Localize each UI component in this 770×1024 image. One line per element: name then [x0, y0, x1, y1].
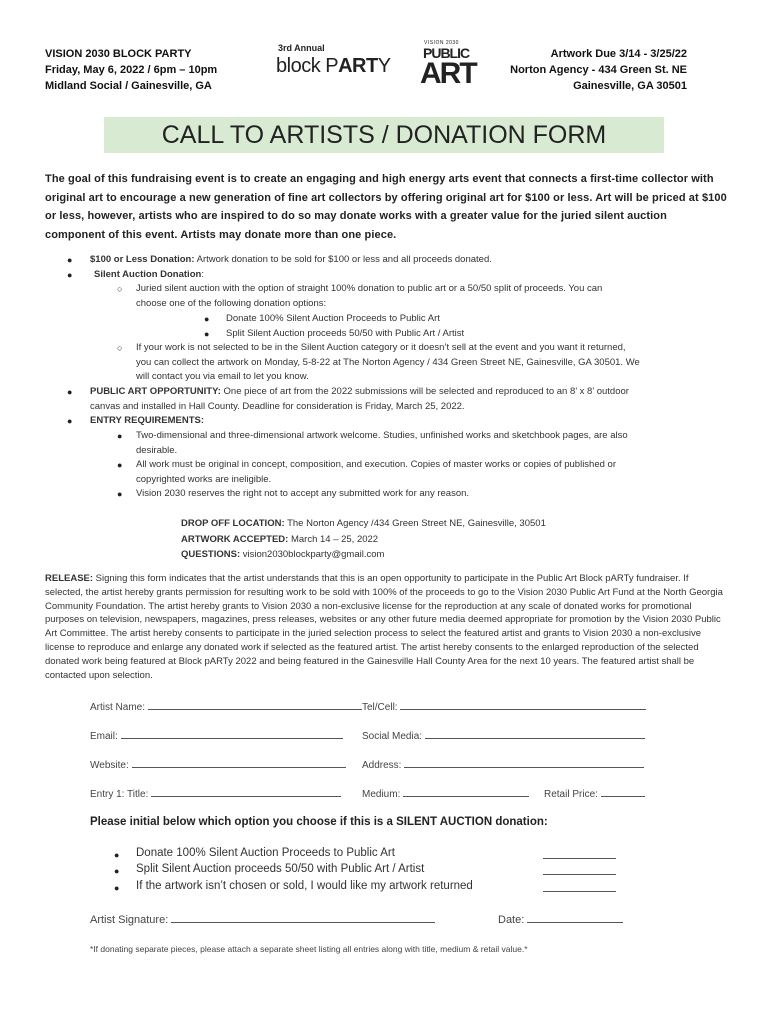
field-label: Tel/Cell: — [362, 702, 398, 713]
logo-part-a: block P — [276, 55, 339, 77]
address-field[interactable] — [362, 757, 644, 771]
bullet-dot: ● — [204, 314, 210, 324]
initial-blank-donate[interactable] — [543, 848, 616, 859]
text-line: choose one of the following donation options: — [136, 297, 327, 309]
due-location: Norton Agency - 434 Green St. NE — [510, 64, 687, 76]
bullet-dot: ● — [117, 431, 123, 441]
initial-blank-split[interactable] — [543, 864, 616, 875]
public-art-logo — [420, 40, 476, 92]
text-line: Juried silent auction with the option of straight 100% donation to public art or a 50/50 split of proceeds. You can — [136, 283, 603, 294]
event-name: VISION 2030 BLOCK PARTY — [45, 48, 192, 60]
bullet-bold: $100 or Less Donation: — [90, 254, 195, 265]
bullet-dot: ● — [204, 329, 210, 339]
option-donate-100: Donate 100% Silent Auction Proceeds to Public Art — [226, 313, 440, 324]
sub-bullet-return — [136, 341, 640, 385]
text-line: desirable. — [136, 444, 178, 456]
text-line: Two-dimensional and three-dimensional artwork welcome. Studies, unfinished works and sketchbook pages, are also — [136, 430, 628, 441]
bullet-dot: ● — [114, 866, 120, 876]
field-label: Date: — [498, 914, 525, 926]
bullet-bold: ENTRY REQUIREMENTS: — [90, 415, 205, 426]
text-line: canvas and installed in Hall County. Deadline for consideration is Friday, March 25, 2022. — [90, 400, 465, 412]
logo2-public: PUBLIC — [423, 45, 470, 61]
artwork-due-info — [510, 46, 687, 94]
due-dates: Artwork Due 3/14 - 3/25/22 — [550, 48, 687, 60]
field-label: Artist Name: — [90, 702, 146, 713]
drop-off-line — [181, 516, 546, 532]
tel-blank[interactable] — [400, 699, 646, 710]
signature-blank[interactable] — [171, 912, 435, 923]
logo2-tiny: VISION 2030 — [424, 40, 459, 46]
event-date: Friday, May 6, 2022 / 6pm – 10pm — [45, 64, 218, 76]
website-field[interactable] — [90, 757, 346, 771]
initial-blank-return[interactable] — [543, 881, 616, 892]
value: vision2030blockparty@gmail.com — [240, 549, 385, 560]
questions-line — [181, 547, 546, 563]
bullet-public-art — [90, 385, 629, 414]
logo-part-b: ART — [338, 55, 378, 77]
logo-annual-label: 3rd Annual — [278, 43, 325, 53]
bullet-bold: Silent Auction Donation — [94, 269, 202, 280]
value: March 14 – 25, 2022 — [288, 533, 379, 545]
email-blank[interactable] — [121, 728, 343, 739]
release-paragraph — [45, 572, 729, 682]
entry-title-field[interactable] — [90, 786, 341, 800]
tel-field[interactable] — [362, 699, 646, 713]
label: ARTWORK ACCEPTED: — [181, 533, 289, 545]
event-venue: Midland Social / Gainesville, GA — [45, 80, 212, 92]
initial-option-return: If the artwork isn’t chosen or sold, I would like my artwork returned — [136, 880, 473, 892]
sub-bullet-juried — [136, 282, 602, 311]
due-city: Gainesville, GA 30501 — [573, 80, 687, 92]
bullet-silent-auction — [94, 268, 204, 283]
block-party-logo — [276, 41, 396, 91]
medium-blank[interactable] — [403, 786, 529, 797]
field-label: Retail Price: — [544, 789, 598, 800]
field-label: Address: — [362, 760, 402, 771]
medium-field[interactable] — [362, 786, 529, 800]
text-line: will contact you via email to let you know. — [136, 371, 309, 382]
artist-name-blank[interactable] — [148, 699, 362, 710]
artist-name-field[interactable] — [90, 699, 362, 713]
date-blank[interactable] — [527, 912, 623, 923]
logo2-art: ART — [420, 57, 476, 90]
bullet-bold: PUBLIC ART OPPORTUNITY: — [90, 386, 221, 397]
requirement-reserve: Vision 2030 reserves the right not to accept any submitted work for any reason. — [136, 488, 470, 499]
bullet-text: One piece of art from the 2022 submissions will be selected and reproduced to an 8’ x 8’ outdoor — [220, 386, 629, 397]
bullet-dot: ● — [67, 416, 73, 426]
option-split-5050: Split Silent Auction proceeds 50/50 with Public Art / Artist — [226, 328, 465, 339]
logo-wordmark — [276, 55, 391, 78]
retail-price-blank[interactable] — [601, 786, 645, 797]
accepted-line — [181, 532, 546, 548]
drop-off-info — [181, 516, 546, 563]
field-label: Email: — [90, 731, 118, 742]
label: QUESTIONS: — [181, 549, 241, 560]
initial-option-donate: Donate 100% Silent Auction Proceeds to Public Art — [136, 847, 395, 859]
field-label: Artist Signature: — [90, 914, 169, 926]
initial-heading: Please initial below which option you choose if this is a SILENT AUCTION donation: — [90, 816, 548, 828]
release-text: Signing this form indicates that the artist understands that this is an open opportunity to participate in the Public Art Block pARTy fundraiser. If selected, the artist hereby grants permission for resulting work to be sold with 100% of the proceeds to go to the Vision 2030 Public Art Fund at the North Georgia Community Foundation. The artist hereby grants to Vision 2030 a non-exclusive license for the reproduction at any scale of donated works for promotional purposes on television, newspapers, magazines, press releases, websites or any other future media deemed appropriate for promotion by the Vision 2030 Public Art Committee. The artist hereby consents to participate in the juried selection process to select the featured artist and grants to Vision 2030 a non-exclusive license to reproduce and enlarge any donated work if selected as the featured artist. The artist hereby consents to the enlarged reproduction of the selected donated work being featured at Block pARTy 2022 and being featured in the Gainesville Hall County Area for the next 10 years. The featured artist shall be contacted upon selection. — [45, 573, 723, 681]
value: The Norton Agency /434 Green Street NE, Gainesville, 30501 — [284, 518, 546, 529]
bullet-dot: ● — [114, 850, 120, 860]
date-field[interactable] — [498, 912, 623, 926]
address-blank[interactable] — [404, 757, 644, 768]
entry-title-blank[interactable] — [151, 786, 341, 797]
page-title: CALL TO ARTISTS / DONATION FORM — [104, 117, 664, 153]
bullet-dot: ● — [67, 387, 73, 397]
text-line: you can collect the artwork on Monday, 5-8-22 at The Norton Agency / 434 Green Street NE, Gainesville, GA 30501. We — [136, 356, 640, 368]
text-line: copyrighted works are ineligible. — [136, 473, 272, 485]
field-label: Social Media: — [362, 731, 423, 742]
social-media-blank[interactable] — [425, 728, 645, 739]
bullet-circle: ○ — [117, 284, 123, 294]
website-blank[interactable] — [132, 757, 346, 768]
bullet-text: Artwork donation to be sold for $100 or less and all proceeds donated. — [194, 254, 492, 265]
email-field[interactable] — [90, 728, 343, 742]
bullet-dot: ● — [117, 460, 123, 470]
release-label: RELEASE: — [45, 573, 94, 584]
event-info — [45, 46, 217, 94]
artist-signature-field[interactable] — [90, 912, 435, 926]
text-line: If your work is not selected to be in the Silent Auction category or it doesn’t sell at the event and you want it returned, — [136, 342, 626, 353]
bullet-dot: ● — [117, 489, 123, 499]
intro-paragraph: The goal of this fundraising event is to create an engaging and high energy arts event that connects a first-time collector with original art to encourage a new generation of fine art collectors by offering original art for $100 or less. Art will be priced at $100 or less, however, artists who are inspired to do so may donate works with a greater value for the juried silent auction component of this event. Artists may donate more than one piece. — [45, 173, 727, 241]
field-label: Entry 1: Title: — [90, 789, 149, 800]
field-label: Website: — [90, 760, 129, 771]
bullet-dot: ● — [67, 255, 73, 265]
label: DROP OFF LOCATION: — [181, 518, 285, 529]
initial-option-split: Split Silent Auction proceeds 50/50 with Public Art / Artist — [136, 863, 425, 875]
bullet-dot: ● — [67, 270, 73, 280]
bullet-entry-requirements — [90, 414, 204, 429]
footnote: *If donating separate pieces, please attach a separate sheet listing all entries along with title, medium & retail value.* — [90, 944, 528, 954]
retail-price-field[interactable] — [544, 786, 645, 800]
text-line: All work must be original in concept, composition, and execution. Copies of master works or copies of published or — [136, 459, 616, 470]
bullet-text: : — [201, 269, 204, 280]
bullet-dot: ● — [114, 883, 120, 893]
requirement-original — [136, 458, 616, 487]
bullet-circle: ○ — [117, 343, 123, 353]
logo-part-c: Y — [377, 55, 391, 77]
requirement-2d-3d — [136, 429, 628, 458]
bullet-100-donation — [90, 253, 492, 268]
social-media-field[interactable] — [362, 728, 645, 742]
field-label: Medium: — [362, 789, 401, 800]
